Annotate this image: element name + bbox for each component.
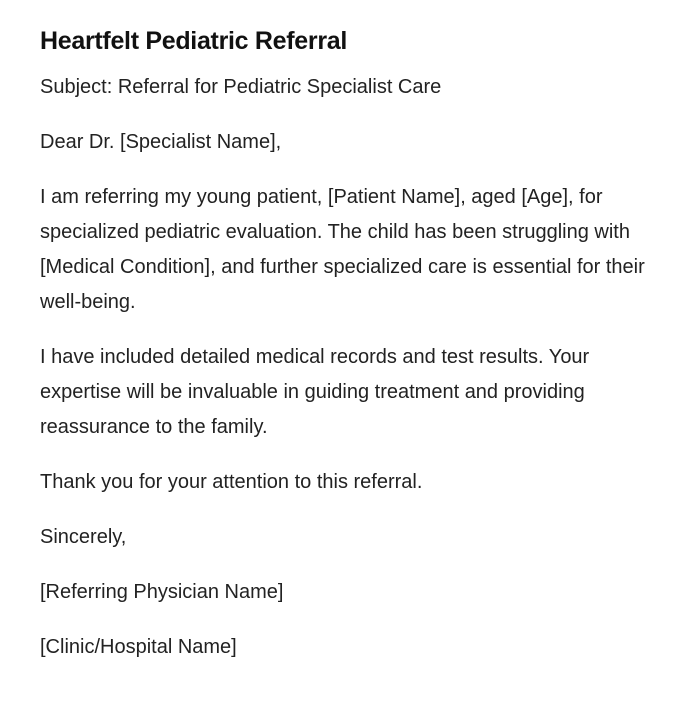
body-paragraph-records: I have included detailed medical records and test results. Your expertise will be invaluable in guiding treatment and providing reassurance to the family. bbox=[40, 346, 590, 438]
subject-line: Subject: Referral for Pediatric Specialist Care bbox=[40, 76, 442, 98]
clinic-name: [Clinic/Hospital Name] bbox=[40, 636, 237, 658]
document-title: Heartfelt Pediatric Referral bbox=[40, 27, 348, 55]
closing-line: Sincerely, bbox=[40, 526, 127, 548]
signer-name: [Referring Physician Name] bbox=[40, 581, 284, 603]
thank-you-line: Thank you for your attention to this referral. bbox=[40, 471, 423, 493]
salutation: Dear Dr. [Specialist Name], bbox=[40, 131, 282, 153]
body-paragraph-referral: I am referring my young patient, [Patient Name], aged [Age], for specialized pediatric evaluation. The child has been struggling with [Medical Condition], and further specialized care is essential for their well-being. bbox=[40, 186, 645, 313]
